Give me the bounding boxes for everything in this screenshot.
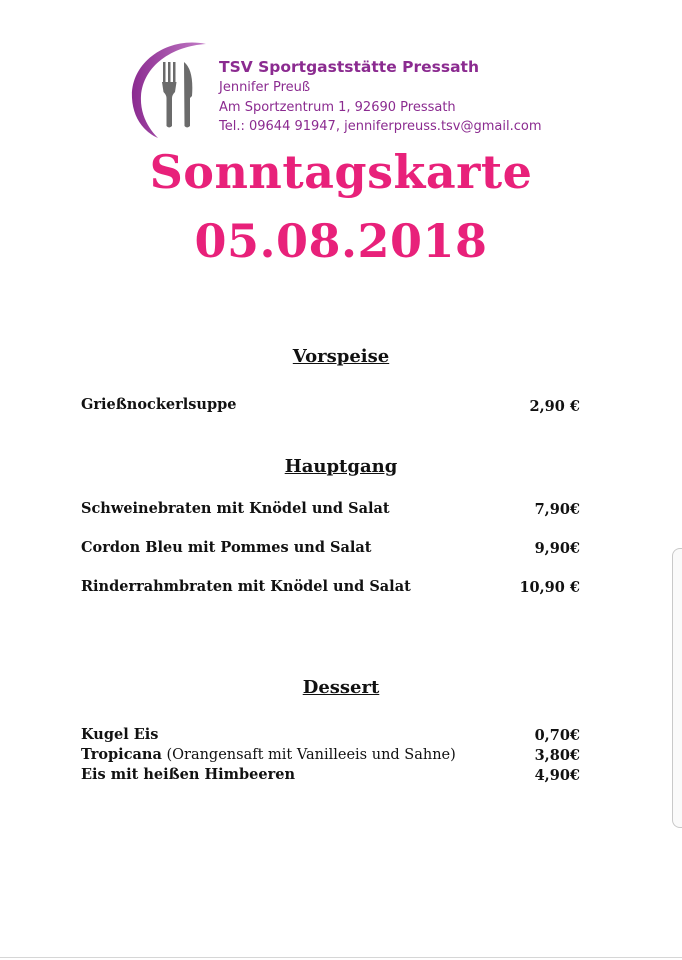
menu-item-price: 7,90€ <box>534 501 580 518</box>
menu-item <box>81 746 456 763</box>
restaurant-name: TSV Sportgaststätte Pressath <box>219 58 479 76</box>
contact-info: Tel.: 09644 91947, jenniferpreuss.tsv@gmail.com <box>219 119 542 134</box>
page-title: Sonntagskarte <box>149 145 533 199</box>
section-heading-starter: Vorspeise <box>292 346 390 367</box>
menu-item-price: 9,90€ <box>534 540 580 557</box>
menu-item: Cordon Bleu mit Pommes und Salat <box>81 539 372 556</box>
menu-item-name: Kugel Eis <box>81 726 159 743</box>
address: Am Sportzentrum 1, 92690 Pressath <box>219 99 456 115</box>
menu-item: Rinderrahmbraten mit Knödel und Salat <box>81 578 411 595</box>
menu-item-name: Tropicana <box>81 746 162 763</box>
menu-item-name: Eis mit heißen Himbeeren <box>81 766 296 783</box>
menu-item <box>81 766 295 783</box>
menu-item: Schweinebraten mit Knödel und Salat <box>81 500 390 517</box>
section-heading-dessert: Dessert <box>302 677 380 698</box>
side-scroll-handle[interactable] <box>672 548 682 828</box>
bottom-divider <box>0 957 682 958</box>
menu-item-price: 10,90 € <box>519 579 580 596</box>
owner-name: Jennifer Preuß <box>219 80 311 95</box>
menu-item-price: 3,80€ <box>534 747 580 764</box>
menu-item-price: 0,70€ <box>534 727 580 744</box>
header-contact-block <box>219 58 542 139</box>
menu-item <box>81 726 158 743</box>
menu-item: Grießnockerlsuppe <box>81 396 237 413</box>
menu-item-price: 4,90€ <box>534 767 580 784</box>
menu-item-description: (Orangensaft mit Vanilleeis und Sahne) <box>161 747 456 763</box>
fork-and-knife-icon <box>128 40 218 140</box>
menu-date: 05.08.2018 <box>194 214 488 268</box>
section-heading-main: Hauptgang <box>284 456 398 477</box>
menu-item-price: 2,90 € <box>529 398 580 415</box>
